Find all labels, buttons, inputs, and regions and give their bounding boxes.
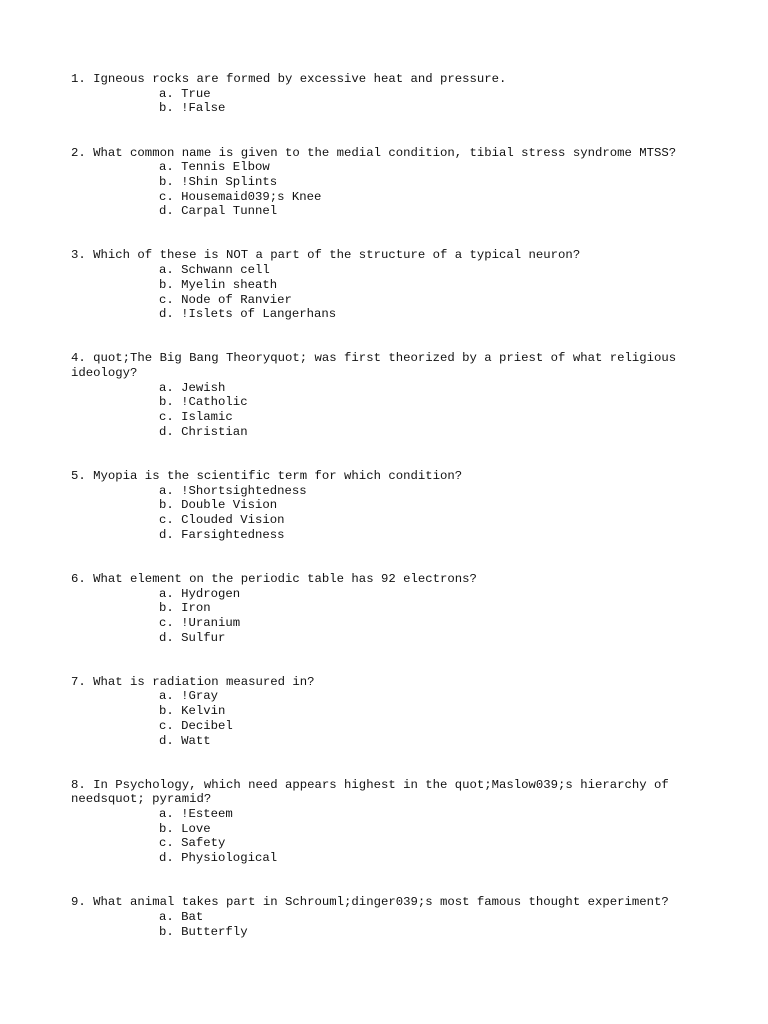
option-text: Carpal Tunnel	[181, 204, 278, 219]
option-text: Physiological	[181, 851, 278, 866]
option-letter: b.	[159, 704, 174, 719]
option-a	[71, 484, 701, 499]
option-text: Tennis Elbow	[181, 160, 270, 175]
option-list	[71, 87, 701, 116]
question-number: 3.	[71, 248, 86, 263]
question-9	[71, 895, 701, 939]
option-letter: b.	[159, 395, 174, 410]
question-prompt: What element on the periodic table has 92 electrons?	[93, 571, 477, 586]
question-prompt: quot;The Big Bang Theoryquot; was first theorized by a priest of what religious ideology?	[71, 351, 684, 381]
option-list	[71, 807, 701, 866]
question-text	[71, 778, 701, 807]
option-text: Double Vision	[181, 498, 278, 513]
option-letter: b.	[159, 924, 174, 939]
option-list	[71, 484, 701, 543]
option-letter: d.	[159, 204, 174, 219]
option-letter: c.	[159, 836, 174, 851]
option-text: !False	[181, 101, 226, 116]
option-text: !Islets of Langerhans	[181, 307, 337, 322]
option-text: !Shin Splints	[181, 174, 278, 189]
question-prompt: What animal takes part in Schrouml;dinger039;s most famous thought experiment?	[93, 895, 669, 910]
option-text: Love	[181, 821, 211, 836]
question-prompt: What is radiation measured in?	[93, 674, 315, 689]
option-a	[71, 587, 701, 602]
option-text: !Shortsightedness	[181, 483, 307, 498]
option-text: Sulfur	[181, 630, 226, 645]
question-prompt: Igneous rocks are formed by excessive heat and pressure.	[93, 72, 507, 86]
question-3	[71, 248, 701, 322]
option-d	[71, 204, 701, 219]
question-5	[71, 469, 701, 543]
option-letter: c.	[159, 189, 174, 204]
option-letter: a.	[159, 86, 174, 101]
option-b	[71, 925, 701, 940]
question-1	[71, 72, 701, 116]
option-letter: c.	[159, 292, 174, 307]
option-a	[71, 160, 701, 175]
option-letter: b.	[159, 277, 174, 292]
question-number: 6.	[71, 571, 86, 586]
option-letter: a.	[159, 160, 174, 175]
option-text: !Esteem	[181, 807, 233, 822]
option-text: Node of Ranvier	[181, 292, 292, 307]
question-text	[71, 675, 701, 690]
question-2	[71, 146, 701, 220]
question-text	[71, 248, 701, 263]
option-a	[71, 910, 701, 925]
option-d	[71, 425, 701, 440]
option-c	[71, 190, 701, 205]
question-number: 1.	[71, 72, 86, 86]
question-8	[71, 778, 701, 866]
question-number: 9.	[71, 895, 86, 910]
question-text	[71, 469, 701, 484]
option-c	[71, 293, 701, 308]
option-list	[71, 910, 701, 939]
option-letter: d.	[159, 307, 174, 322]
option-text: Christian	[181, 424, 248, 439]
question-number: 5.	[71, 468, 86, 483]
option-b	[71, 175, 701, 190]
option-list	[71, 263, 701, 322]
question-text	[71, 895, 701, 910]
option-text: Watt	[181, 733, 211, 748]
option-text: Butterfly	[181, 924, 248, 939]
option-letter: b.	[159, 601, 174, 616]
option-text: Jewish	[181, 380, 226, 395]
option-b	[71, 498, 701, 513]
option-c	[71, 719, 701, 734]
question-text	[71, 351, 701, 380]
option-c	[71, 616, 701, 631]
question-7	[71, 675, 701, 749]
option-text: Safety	[181, 836, 226, 851]
option-text: Schwann cell	[181, 263, 270, 278]
option-d	[71, 307, 701, 322]
option-letter: a.	[159, 689, 174, 704]
option-a	[71, 87, 701, 102]
option-letter: d.	[159, 527, 174, 542]
question-number: 4.	[71, 351, 86, 366]
question-text	[71, 72, 701, 87]
option-text: Bat	[181, 909, 204, 924]
option-list	[71, 689, 701, 748]
option-text: !Catholic	[181, 395, 248, 410]
option-a	[71, 807, 701, 822]
option-letter: a.	[159, 483, 174, 498]
option-letter: d.	[159, 424, 174, 439]
question-prompt: Myopia is the scientific term for which condition?	[93, 468, 463, 483]
option-c	[71, 410, 701, 425]
option-letter: d.	[159, 851, 174, 866]
option-letter: a.	[159, 586, 174, 601]
option-letter: b.	[159, 821, 174, 836]
option-b	[71, 704, 701, 719]
option-letter: c.	[159, 615, 174, 630]
option-text: True	[181, 86, 211, 101]
option-text: Iron	[181, 601, 211, 616]
option-letter: c.	[159, 410, 174, 425]
option-d	[71, 528, 701, 543]
option-text: !Gray	[181, 689, 219, 704]
option-d	[71, 851, 701, 866]
option-letter: d.	[159, 733, 174, 748]
option-text: Myelin sheath	[181, 277, 278, 292]
option-text: Decibel	[181, 718, 233, 733]
option-a	[71, 263, 701, 278]
option-d	[71, 734, 701, 749]
option-a	[71, 381, 701, 396]
option-c	[71, 836, 701, 851]
option-list	[71, 587, 701, 646]
question-number: 2.	[71, 145, 86, 160]
option-text: Hydrogen	[181, 586, 241, 601]
question-number: 8.	[71, 777, 86, 792]
option-b	[71, 101, 701, 116]
quiz-page	[71, 72, 701, 969]
option-letter: a.	[159, 807, 174, 822]
option-list	[71, 381, 701, 440]
option-letter: a.	[159, 909, 174, 924]
question-text	[71, 146, 701, 161]
question-4	[71, 351, 701, 439]
option-letter: c.	[159, 718, 174, 733]
question-prompt: What common name is given to the medial condition, tibial stress syndrome MTSS?	[93, 145, 677, 160]
option-letter: b.	[159, 498, 174, 513]
question-6	[71, 572, 701, 646]
option-text: Housemaid039;s Knee	[181, 189, 322, 204]
option-letter: a.	[159, 263, 174, 278]
option-b	[71, 822, 701, 837]
option-list	[71, 160, 701, 219]
option-letter: a.	[159, 380, 174, 395]
question-prompt: In Psychology, which need appears highest in the quot;Maslow039;s hierarchy of needsquot; pyramid?	[71, 777, 677, 807]
question-text	[71, 572, 701, 587]
option-c	[71, 513, 701, 528]
option-b	[71, 278, 701, 293]
option-text: Kelvin	[181, 704, 226, 719]
option-text: !Uranium	[181, 615, 241, 630]
option-letter: b.	[159, 174, 174, 189]
option-a	[71, 689, 701, 704]
option-letter: b.	[159, 101, 174, 116]
option-letter: d.	[159, 630, 174, 645]
option-text: Farsightedness	[181, 527, 285, 542]
option-text: Clouded Vision	[181, 513, 285, 528]
question-number: 7.	[71, 674, 86, 689]
option-d	[71, 631, 701, 646]
question-prompt: Which of these is NOT a part of the structure of a typical neuron?	[93, 248, 581, 263]
option-b	[71, 395, 701, 410]
option-letter: c.	[159, 513, 174, 528]
option-b	[71, 601, 701, 616]
option-text: Islamic	[181, 410, 233, 425]
